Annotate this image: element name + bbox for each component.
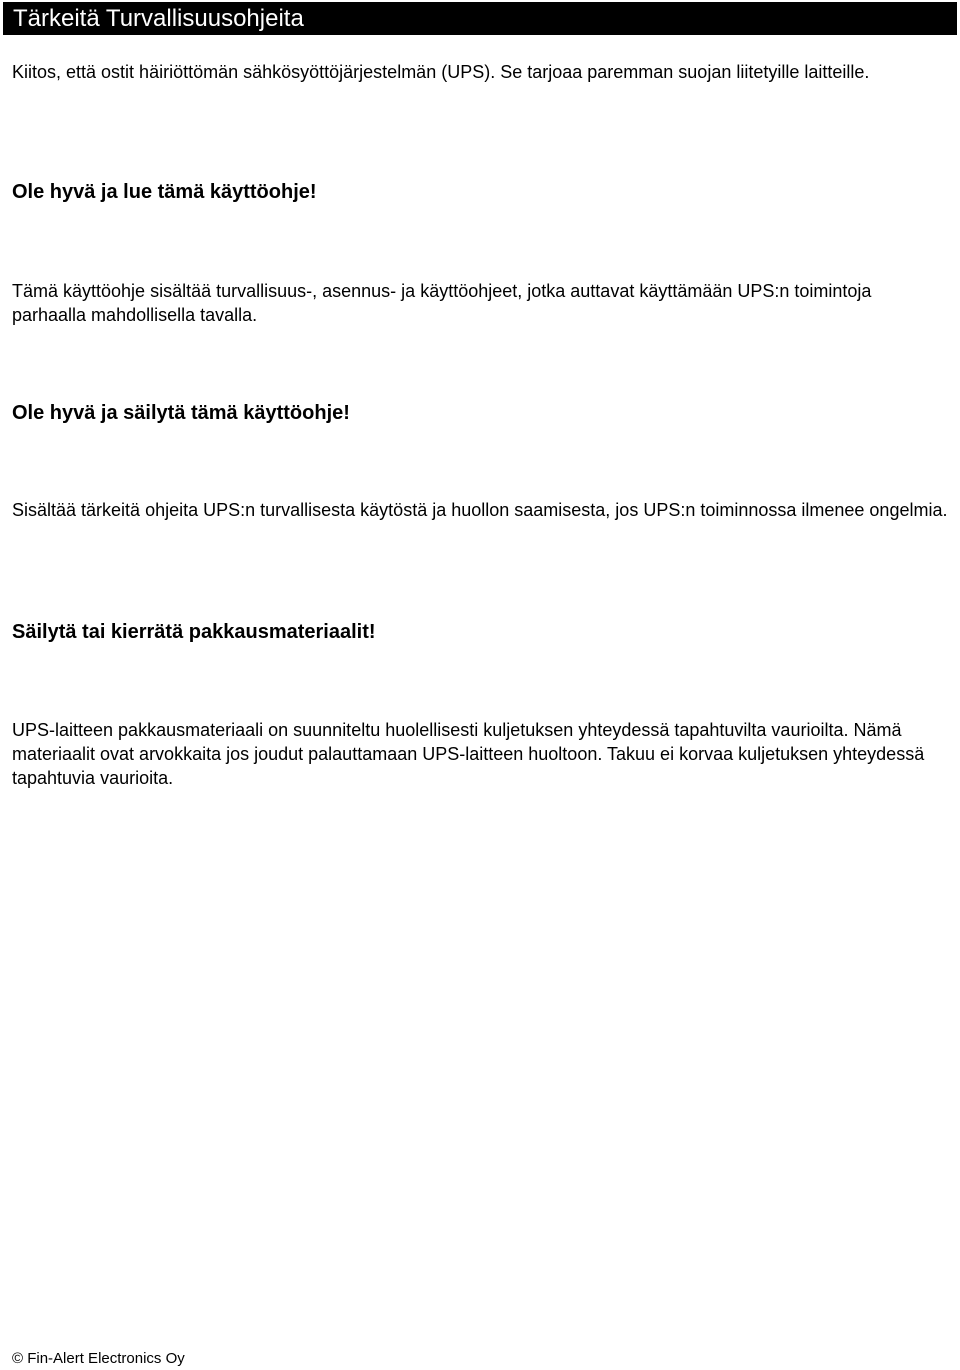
paragraph-keep-manual: Sisältää tärkeitä ohjeita UPS:n turvallisesta käytöstä ja huollon saamisesta, jos UPS:n toiminnossa ilmenee ongelmia. bbox=[12, 500, 948, 520]
heading-keep-manual: Ole hyvä ja säilytä tämä käyttöohje! bbox=[12, 402, 350, 424]
title-bar bbox=[3, 2, 957, 35]
paragraph-packaging: UPS-laitteen pakkausmateriaali on suunniteltu huolellisesti kuljetuksen yhteydessä tapahtuvilta vaurioilta. Nämä materiaalit ovat arvokkaita jos joudut palauttamaan UPS-laitteen huoltoon. Takuu ei korvaa kuljetuksen yhteydessä tapahtuvia vaurioita. bbox=[12, 720, 925, 788]
intro-paragraph: Kiitos, että ostit häiriöttömän sähkösyöttöjärjestelmän (UPS). Se tarjoaa paremman suojan liitetyille laitteille. bbox=[12, 62, 870, 82]
document-title: Tärkeitä Turvallisuusohjeita bbox=[13, 5, 304, 32]
paragraph-read-manual: Tämä käyttöohje sisältää turvallisuus-, asennus- ja käyttöohjeet, jotka auttavat käyttämään UPS:n toimintoja parhaalla mahdollisella tavalla. bbox=[12, 281, 872, 325]
heading-packaging: Säilytä tai kierrätä pakkausmateriaalit! bbox=[12, 621, 376, 643]
footer-copyright: © Fin-Alert Electronics Oy bbox=[12, 1350, 185, 1367]
heading-read-manual: Ole hyvä ja lue tämä käyttöohje! bbox=[12, 181, 317, 203]
